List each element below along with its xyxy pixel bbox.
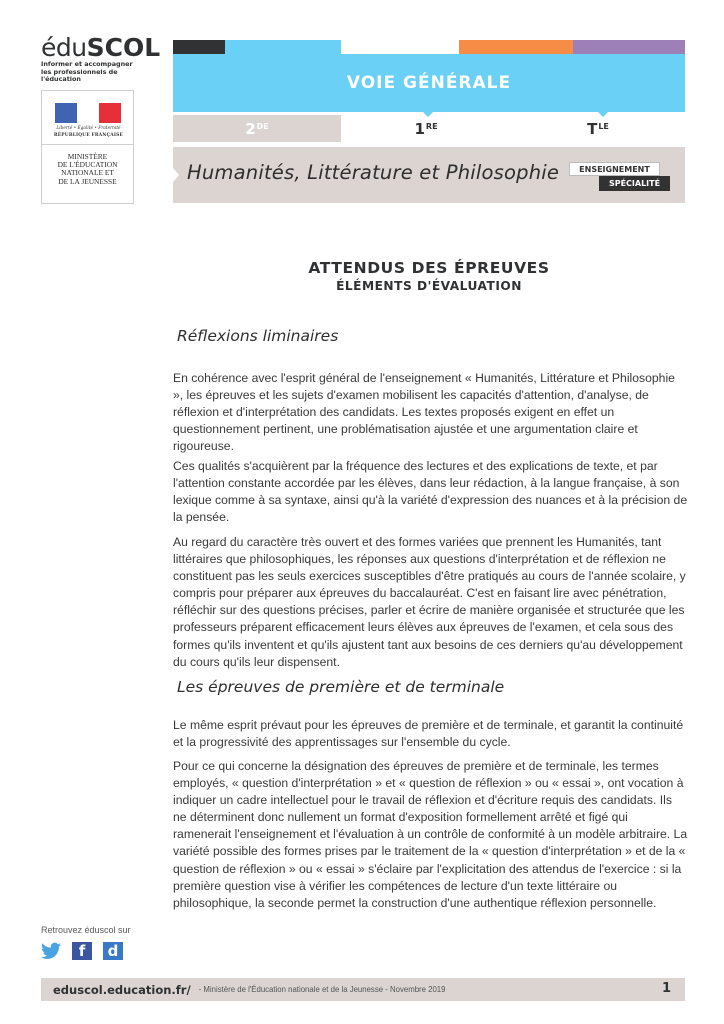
level-tabs (173, 115, 685, 142)
subject-title: Humanités, Littérature et Philosophie (187, 161, 560, 184)
paragraph: Pour ce qui concerne la désignation des épreuves de première et de terminale, les termes employés, « question d'interprétation » et « question de réflexion » ou « essai », ont vocation à indiquer un cadre intellectuel pour le travail de réflexion et d'écriture requis des candidats. Ils ne déterminent donc nullement un format d'exposition formellement arrêté et figé qui ramenerait l'enseignement et l'évaluation à un contrôle de conformité à un modèle arbitraire. La variété possible des formes prises par le traitement de la « question d'interprétation » et de la « question de réflexion » ou « essai » s'éclaire par l'explicitation des attendus de l'exercice : si la première question vise à vérifier les compétences de lecture d'un texte littéraire ou philosophique, la seconde permet la construction d'une authentique réflexion personnelle. (173, 759, 688, 910)
ministry-name-line: MINISTÈRE (67, 152, 108, 161)
badge-specialite: SPÉCIALITÉ (599, 176, 670, 191)
ministry-name-line: DE LA JEUNESSE (58, 176, 117, 186)
color-strip-dark (173, 40, 225, 54)
color-strip-orange (459, 40, 573, 54)
section-heading: Réflexions liminaires (177, 327, 339, 345)
level-suffix: LE (598, 122, 609, 131)
voie-title: VOIE GÉNÉRALE (346, 73, 512, 93)
social-label: Retrouvez éduscol sur (41, 925, 131, 935)
logo-tagline (41, 61, 151, 84)
level-tab-1re[interactable] (341, 115, 511, 142)
level-label: T (587, 119, 598, 138)
subject-arrow-icon (173, 168, 179, 182)
section-heading: Les épreuves de première et de terminale (177, 678, 505, 696)
color-strip-cyan (225, 40, 341, 54)
paragraph: Le même esprit prévaut pour les épreuves de première et de terminale, et garantit la continuité et la progressivité des apprentissages sur l'ensemble du cycle. (173, 718, 684, 750)
logo-wordmark (41, 33, 161, 62)
document-title: ATTENDUS DES ÉPREUVES (308, 259, 550, 277)
marianne-flag-icon (55, 103, 121, 123)
dailymotion-icon[interactable]: d (103, 942, 123, 960)
badge-enseignement: ENSEIGNEMENT (569, 162, 660, 176)
paragraph: Au regard du caractère très ouvert et des formes variées que prennent les Humanités, tant littéraires que philosophiques, les réponses aux questions d'interprétation et de réflexion ne constituent pas les seuls exercices susceptibles d'être pratiqués au cours de l'année scolaire, y compris pour préparer aux épreuves du baccalauréat. C'est en faisant lire avec pénétration, réfléchir sur des questions précises, parler et écrire de manière organisée et structurée que les professeurs préparent efficacement leurs élèves aux épreuves de l'examen, et cela sous des formes qu'ils inventent et qu'ils ajustent tant aux besoins de ces derniers qu'au développement du cours qu'ils leur dispensent. (173, 535, 686, 669)
ministry-name (44, 153, 131, 186)
level-label: 1 (414, 119, 425, 138)
republic-motto: Liberté • Égalité • Fraternité (56, 126, 121, 131)
subject-bar (173, 147, 685, 203)
logo-word-light: édu (41, 33, 87, 62)
ministry-name-line: DE L'ÉDUCATION (57, 160, 118, 170)
ministry-divider (42, 144, 133, 145)
logo-word-bold: SCOL (86, 33, 161, 62)
social-links (41, 942, 123, 960)
ministry-logo (41, 90, 134, 204)
twitter-icon[interactable] (41, 942, 61, 960)
page-number: 1 (661, 981, 671, 996)
footer-bar (41, 978, 685, 1001)
level-tab-2de[interactable] (173, 115, 341, 142)
logo-tagline-line2: les professionnels de l'éducation (41, 67, 118, 83)
paragraph: En cohérence avec l'esprit général de l'enseignement « Humanités, Littérature et Philosophie », les épreuves et les sujets d'examen mobilisent les capacités d'attention, d'analyse, de réflexion et d'interprétation des candidats. Les textes proposés exigent en effet un questionnement pertinent, une problématisation ajustée et une argumentation claire et rigoureuse. (173, 371, 675, 454)
marianne-profile-icon (75, 103, 97, 123)
level-label: 2 (245, 119, 256, 138)
ministry-name-line: NATIONALE ET (61, 168, 114, 178)
document-subtitle: ÉLÉMENTS D'ÉVALUATION (336, 279, 522, 293)
level-suffix: DE (256, 122, 269, 131)
voie-banner (173, 54, 685, 112)
facebook-icon[interactable]: f (72, 942, 92, 960)
footer-site-link[interactable]: eduscol.education.fr/ (53, 982, 191, 997)
eduscol-logo[interactable] (41, 33, 161, 84)
paragraph: Ces qualités s'acquièrent par la fréquence des lectures et des explications de texte, et par l'attention constante accordée par les élèves, dans leur rédaction, à la langue française, à son lexique comme à sa syntaxe, ainsi qu'à la variété d'expression des nuances et à la précision de la pensée. (173, 459, 688, 525)
color-strip-purple (573, 40, 685, 54)
level-tab-tle[interactable] (511, 115, 685, 142)
logo-tagline-line1: Informer et accompagner (41, 60, 133, 68)
republique-francaise: RÉPUBLIQUE FRANÇAISE (53, 133, 124, 138)
level-suffix: RE (425, 122, 438, 131)
footer-info: - Ministère de l'Éducation nationale et de la Jeunesse - Novembre 2019 (198, 985, 446, 994)
